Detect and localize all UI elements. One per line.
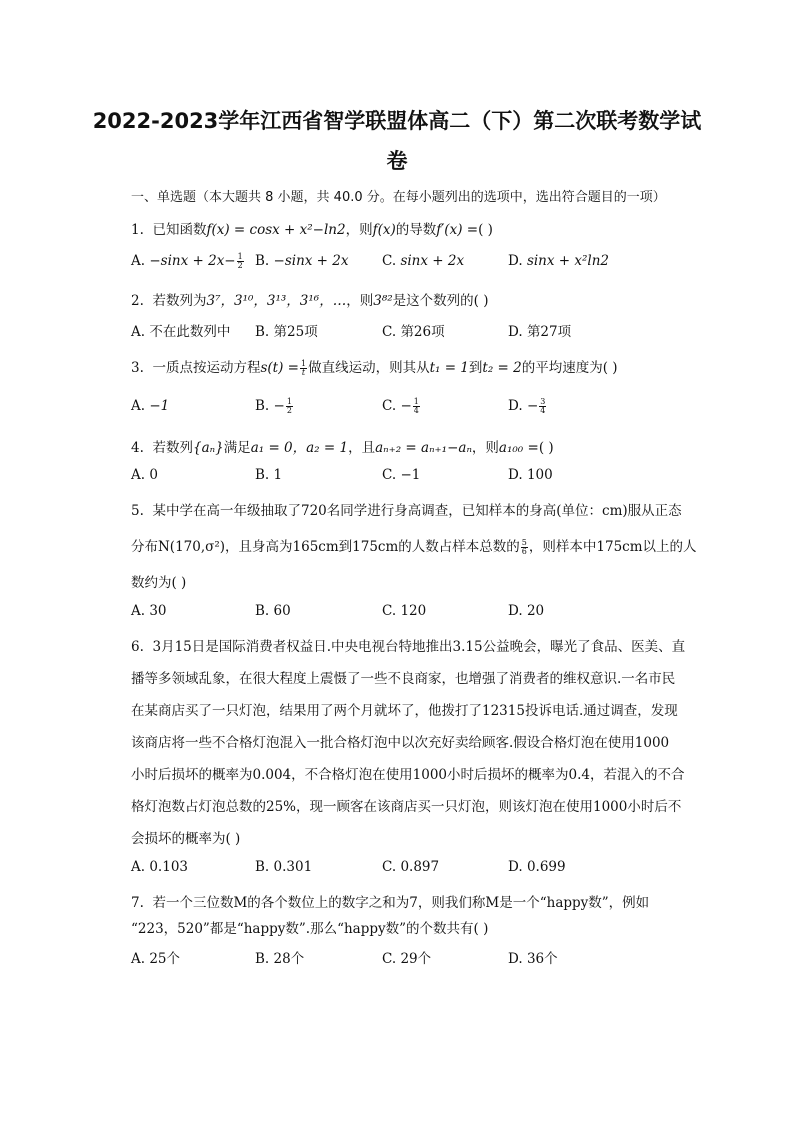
option-a: A. 30 xyxy=(131,603,167,619)
question-4-options xyxy=(131,467,697,489)
option-d: D. 0.699 xyxy=(508,859,566,875)
option-a: A. 0.103 xyxy=(131,859,188,875)
question-1: 1. 已知函数f(x) = cosx + x²−ln2，则f(x)的导数f′(x) =( ) xyxy=(131,222,493,238)
question-1-options xyxy=(131,253,697,275)
section-heading: 一、单选题（本大题共 8 小题，共 40.0 分。在每小题列出的选项中，选出符合题目的一项） xyxy=(131,190,666,205)
option-b: B. 1 xyxy=(255,467,283,483)
option-b: B. 0.301 xyxy=(255,859,313,875)
option-a: A. 不在此数列中 xyxy=(131,324,231,340)
option-c: C. sinx + 2x xyxy=(382,253,465,269)
question-6-line-2: 播等多领域乱象，在很大程度上震慑了一些不良商家，也增强了消费者的维权意识.一名市民 xyxy=(131,671,676,687)
question-number: 3. xyxy=(131,360,144,376)
option-c: C. 0.897 xyxy=(382,859,440,875)
question-2-options xyxy=(131,320,697,342)
exam-title-continued: 卷 xyxy=(386,149,408,173)
question-4: 4. 若数列{aₙ}满足a₁ = 0，a₂ = 1，且aₙ₊₂ = aₙ₊₁−aₙ，则a₁₀₀ =( ) xyxy=(131,440,554,456)
question-6-line-3: 在某商店买了一只灯泡，结果用了两个月就坏了，他拨打了12315投诉电话.通过调查，发现 xyxy=(131,703,678,719)
option-a: A. −sinx + 2x− $\frac{1}{2}$ xyxy=(131,252,243,270)
question-6-line-4: 该商店将一些不合格灯泡混入一批合格灯泡中以次充好卖给顾客.假设合格灯泡在使用1000 xyxy=(131,735,670,751)
question-number: 5. xyxy=(131,503,144,519)
option-a: A. 0 xyxy=(131,467,158,483)
question-5-line-3: 数约为( ) xyxy=(131,575,187,591)
question-number: 2. xyxy=(131,293,144,309)
question-3: 3. 一质点按运动方程s(t) = $\frac{1}{t}$ 做直线运动，则其从t₁ = 1到t₂ = 2的平均速度为( ) xyxy=(131,359,618,377)
question-7-options xyxy=(131,947,697,969)
question-3-options xyxy=(131,398,697,420)
question-number: 7. xyxy=(131,895,144,911)
option-d: D. 36个 xyxy=(508,951,558,967)
question-7-line-1: 7. 若一个三位数M的各个数位上的数字之和为7，则我们称M是一个“happy数”，例如 xyxy=(131,895,650,911)
option-d: D. 20 xyxy=(508,603,545,619)
question-6-line-1: 6. 3月15日是国际消费者权益日.中央电视台特地推出3.15公益晚会，曝光了食品、医美、直 xyxy=(131,639,686,655)
question-number: 6. xyxy=(131,639,144,655)
option-b: B. −sinx + 2x xyxy=(255,253,349,269)
question-5-options xyxy=(131,603,697,625)
question-6-options xyxy=(131,859,697,881)
question-6-line-6: 格灯泡数占灯泡总数的25%，现一顾客在该商店买一只灯泡，则该灯泡在使用1000小时后不 xyxy=(131,799,682,815)
question-2: 2. 若数列为3⁷，3¹⁰，3¹³，3¹⁶，…，则3⁸²是这个数列的( ) xyxy=(131,293,489,309)
option-b: B. 60 xyxy=(255,603,291,619)
option-d: D. sinx + x²ln2 xyxy=(508,253,610,269)
option-c: C. − $\frac{1}{4}$ xyxy=(382,397,419,415)
option-c: C. −1 xyxy=(382,467,421,483)
question-5-line-1: 5. 某中学在高一年级抽取了720名同学进行身高调查，已知样本的身高(单位：cm)服从正态 xyxy=(131,503,682,519)
question-7-line-2: “223，520”都是“happy数”.那么“happy数”的个数共有( ) xyxy=(131,921,489,937)
question-6-line-5: 小时后损坏的概率为0.004，不合格灯泡在使用1000小时后损坏的概率为0.4，若混入的不合 xyxy=(131,767,685,783)
option-a: A. −1 xyxy=(131,398,170,414)
option-c: C. 29个 xyxy=(382,951,432,967)
option-d: D. 100 xyxy=(508,467,553,483)
option-d: D. 第27项 xyxy=(508,324,572,340)
exam-title: 2022-2023学年江西省智学联盟体高二（下）第二次联考数学试 xyxy=(92,109,702,133)
option-d: D. − $\frac{3}{4}$ xyxy=(508,397,546,415)
question-5-line-2: 分布N(170,σ²)，且身高为165cm到175cm的人数占样本总数的 $\frac{5}{6}$ ，则样本中175cm以上的人 xyxy=(131,538,697,556)
question-6-line-7: 会损坏的概率为( ) xyxy=(131,831,241,847)
option-b: B. 28个 xyxy=(255,951,305,967)
option-c: C. 第26项 xyxy=(382,324,445,340)
question-number: 4. xyxy=(131,440,144,456)
option-c: C. 120 xyxy=(382,603,427,619)
option-a: A. 25个 xyxy=(131,951,181,967)
option-b: B. − $\frac{1}{2}$ xyxy=(255,397,292,415)
option-b: B. 第25项 xyxy=(255,324,318,340)
question-number: 1. xyxy=(131,222,144,238)
